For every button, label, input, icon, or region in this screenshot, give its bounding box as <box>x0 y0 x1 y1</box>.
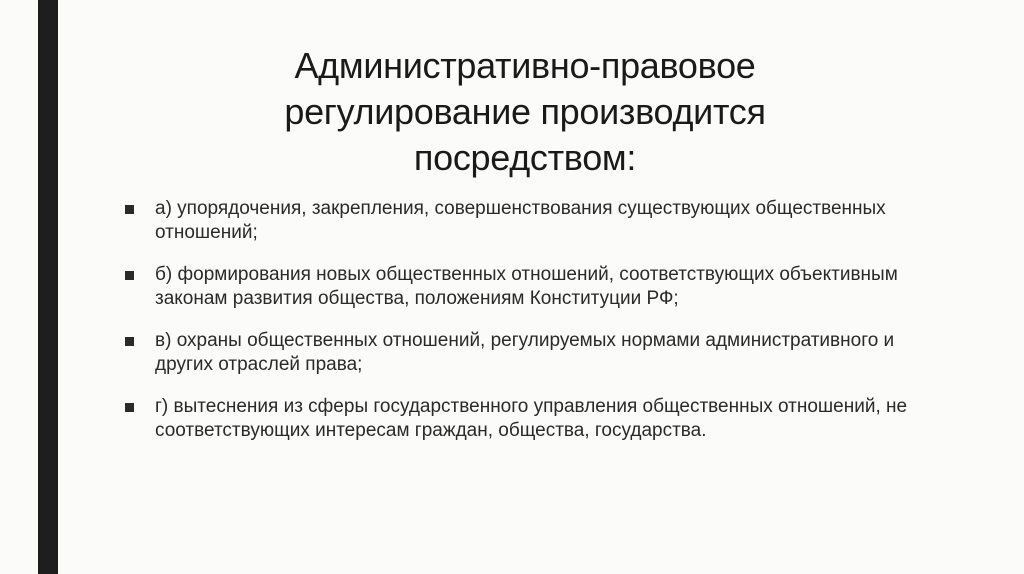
square-bullet-icon <box>125 205 134 214</box>
list-item-text: б) формирования новых общественных отношений, соответствующих объективным законам развития общества, положениям Конституции РФ; <box>155 264 898 309</box>
square-bullet-icon <box>125 337 134 346</box>
title-line: Административно-правовое <box>294 45 756 86</box>
list-item <box>122 395 922 443</box>
square-bullet-icon <box>125 271 134 280</box>
list-item <box>122 263 922 311</box>
title-line: посредством: <box>413 137 637 178</box>
list-item-text: в) охраны общественных отношений, регулируемых нормами административного и других отраслей права; <box>155 330 895 375</box>
title-line: регулирование производится <box>284 91 766 132</box>
list-item <box>122 197 922 245</box>
list-item-text: а) упорядочения, закрепления, совершенствования существующих общественных отношений; <box>155 198 886 243</box>
slide-title <box>130 43 920 181</box>
left-accent-bar <box>38 0 58 574</box>
list-item <box>122 329 922 377</box>
bullet-list <box>122 197 922 461</box>
square-bullet-icon <box>125 403 134 412</box>
list-item-text: г) вытеснения из сферы государственного управления общественных отношений, не соответствующих интересам граждан, общества, государства. <box>155 396 908 441</box>
